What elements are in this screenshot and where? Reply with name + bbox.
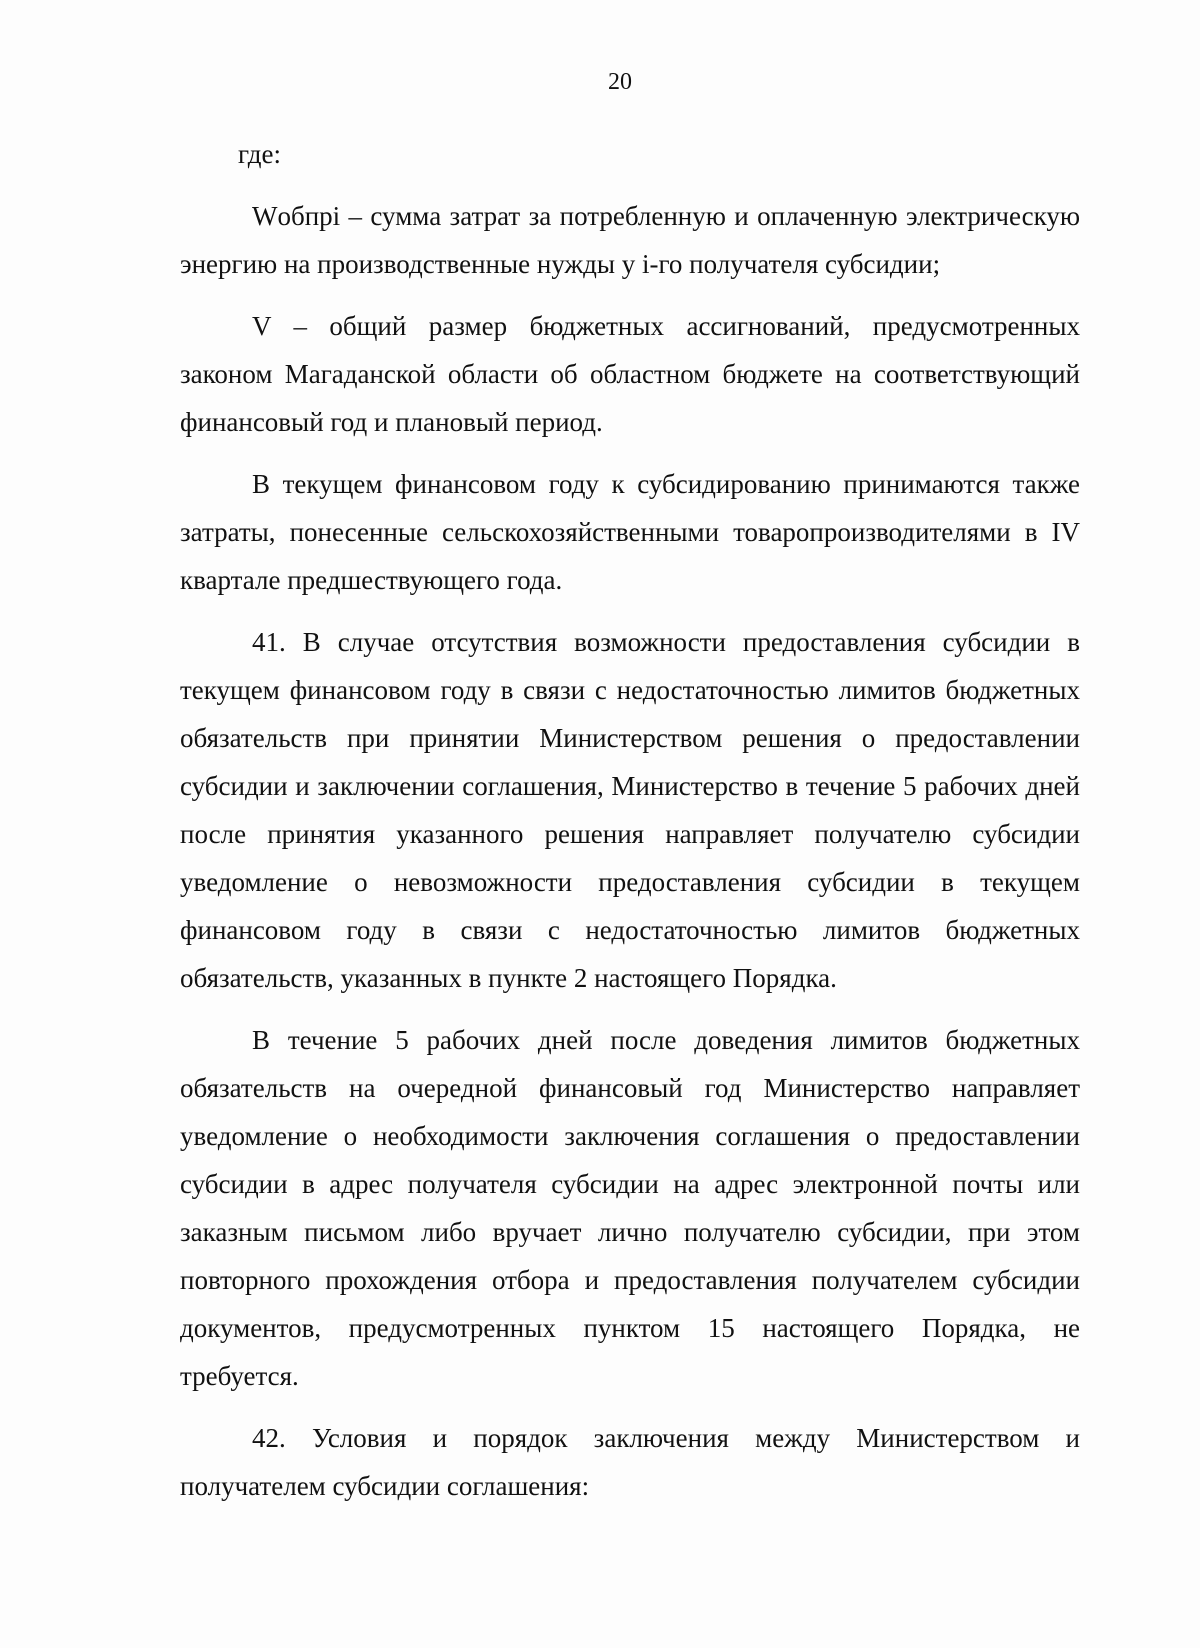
document-body — [180, 130, 1080, 1510]
page-number: 20 — [608, 69, 632, 95]
paragraph-42: 42. Условия и порядок заключения между Министерством и получателем субсидии соглашения: — [180, 1423, 1080, 1501]
paragraph-definition-v: V – общий размер бюджетных ассигнований, предусмотренных законом Магаданской области об областном бюджете на соответствующий финансовый год и плановый период. — [180, 311, 1080, 437]
paragraph-41: 41. В случае отсутствия возможности предоставления субсидии в текущем финансовом году в связи с недостаточностью лимитов бюджетных обязательств при принятии Министерством решения о предоставлении субсидии и заключении соглашения, Министерство в течение 5 рабочих дней после принятия указанного решения направляет получателю субсидии уведомление о невозможности предоставления субсидии в текущем финансовом году в связи с недостаточностью лимитов бюджетных обязательств, указанных в пункте 2 настоящего Порядка. — [180, 627, 1080, 993]
paragraph-definition-wobpri: Wобпрi – сумма затрат за потребленную и оплаченную электрическую энергию на производственные нужды у i-го получателя субсидии; — [180, 201, 1080, 279]
paragraph-current-year: В текущем финансовом году к субсидированию принимаются также затраты, понесенные сельскохозяйственными товаропроизводителями в IV квартале предшествующего года. — [180, 469, 1080, 595]
paragraph-where: где: — [238, 139, 281, 169]
paragraph-41-notice: В течение 5 рабочих дней после доведения лимитов бюджетных обязательств на очередной финансовый год Министерство направляет уведомление о необходимости заключения соглашения о предоставлении субсидии в адрес получателя субсидии на адрес электронной почты или заказным письмом либо вручает лично получателю субсидии, при этом повторного прохождения отбора и предоставления получателем субсидии документов, предусмотренных пунктом 15 настоящего Порядка, не требуется. — [180, 1025, 1080, 1391]
